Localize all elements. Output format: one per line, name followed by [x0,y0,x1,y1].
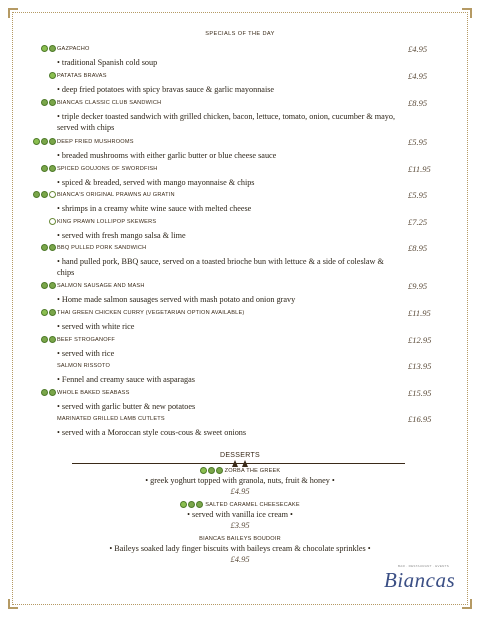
allergen-icons [180,501,203,508]
specials-heading: SPECIALS OF THE DAY [205,31,275,37]
item-price: £4.95 [408,71,428,81]
item-description: • served with rice [57,349,115,358]
item-description: • traditional Spanish cold soup [57,58,158,67]
allergen-icons [41,389,56,398]
vegan-icon [41,45,48,52]
item-price: £12.95 [408,335,432,345]
vegan-icon [33,138,40,145]
dessert-price: £3.95 [230,520,250,530]
frame-corner [462,8,472,18]
dessert-item [40,500,440,531]
menu-item [20,243,460,277]
dessert-name: BIANCAS BAILEYS BOUDOIR [199,535,281,542]
item-name: BIANCAS CLASSIC CLUB SANDWICH [57,100,162,106]
menu-item [20,281,460,304]
vegetarian-icon [41,309,48,316]
dessert-price: £4.95 [230,554,250,564]
gluten-icon [49,99,56,106]
item-description: • breaded mushrooms with either garlic butter or blue cheese sauce [57,151,277,160]
milk-icon [216,467,223,474]
dessert-item [40,534,440,565]
item-description: • Home made salmon sausages served with mash potato and onion gravy [57,295,296,304]
menu-item [20,388,460,411]
menu-item [20,361,460,384]
milk-icon [33,191,40,198]
crustacean-icon [49,218,56,225]
allergen-icons [41,336,56,345]
dessert-description: • Baileys soaked lady finger biscuits with baileys cream & chocolate sprinkles • [109,544,371,553]
gluten-icon [49,244,56,251]
dessert-name: SALTED CARAMEL CHEESECAKE [205,501,300,508]
item-price: £15.95 [408,388,432,398]
item-name: MARINATED GRILLED LAMB CUTLETS [57,416,165,422]
item-name: GAZPACHO [57,46,90,52]
vegetarian-icon [200,467,207,474]
item-description: • hand pulled pork, BBQ sauce, served on a toasted brioche bun with lettuce & a side of coleslaw & chips [57,257,384,277]
menu-item [20,44,460,67]
crustacean-icon [49,191,56,198]
fish-icon [41,282,48,289]
item-price: £7.25 [408,217,428,227]
celery-icon [49,336,56,343]
dessert-description: • served with vanilla ice cream • [187,510,293,519]
item-description: • served with garlic butter & new potatoes [57,402,196,411]
item-price: £4.95 [408,44,428,54]
item-description: • triple decker toasted sandwich with grilled chicken, bacon, lettuce, tomato, onion, cucumber & mayo, served with chips [57,112,395,132]
frame-corner [462,599,472,609]
gluten-icon [196,501,203,508]
allergen-icons [33,191,56,200]
item-name: BBQ PULLED PORK SANDWICH [57,245,147,251]
logo-wordmark: Biancas [384,568,456,592]
item-name: BEEF STROGANOFF [57,337,116,343]
item-description: • served with white rice [57,322,135,331]
gluten-icon [49,138,56,145]
allergen-icons [41,282,56,291]
item-price: £8.95 [408,98,428,108]
item-description: • served with a Moroccan style cous-cous & sweet onions [57,428,247,437]
egg-icon [41,244,48,251]
item-description: • deep fried potatoes with spicy bravas sauce & garlic mayonnaise [57,85,275,94]
item-name: PATATAS BRAVAS [57,73,107,79]
allergen-icons [49,72,56,81]
mustard-icon [41,99,48,106]
dessert-price: £4.95 [230,486,250,496]
dessert-name: ZORBA THE GREEK [224,467,281,474]
fish-icon [49,389,56,396]
menu-item [20,335,460,358]
allergen-icons [41,45,56,54]
egg-icon [188,501,195,508]
biancas-logo [374,562,464,598]
item-name: SPICED GOUJONS OF SWORDFISH [57,166,158,172]
item-price: £11.95 [408,308,431,318]
vegan-icon [49,72,56,79]
menu-item [20,137,460,160]
item-name: KING PRAWN LOLLIPOP SKEWERS [57,219,157,225]
item-description: • spiced & breaded, served with mango mayonnaise & chips [57,178,255,187]
vegetarian-icon [180,501,187,508]
item-price: £8.95 [408,243,428,253]
peanut-icon [49,309,56,316]
item-price: £16.95 [408,414,432,424]
v-icon [49,45,56,52]
gluten-icon [49,165,56,172]
menu-item [20,190,460,213]
item-description: • served with fresh mango salsa & lime [57,231,186,240]
item-name: DEEP FRIED MUSHROOMS [57,139,134,145]
allergen-icons [41,165,56,174]
allergen-icons [41,99,56,108]
item-description: • Fennel and creamy sauce with asparagas [57,375,195,384]
frame-corner [8,8,18,18]
menu-item [20,217,460,240]
item-price: £5.95 [408,190,428,200]
dessert-description: • greek yoghurt topped with granola, nuts, fruit & honey • [145,476,335,485]
item-price: £11.95 [408,164,431,174]
frame-corner [8,599,18,609]
item-price: £9.95 [408,281,428,291]
item-name: SALMON RISSOTO [57,363,111,369]
menu-item [20,308,460,331]
item-description: • shrimps in a creamy white wine sauce with melted cheese [57,204,252,213]
item-name: WHOLE BAKED SEABASS [57,390,130,396]
item-price: £5.95 [408,137,428,147]
logo-tagline: BAR · RESTAURANT · EVENTS [398,564,450,568]
fish-icon [41,165,48,172]
allergen-icons [41,309,56,318]
allergen-icons [49,218,56,227]
menu-item [20,98,460,132]
item-name: SALMON SAUSAGE AND MASH [57,283,145,289]
nut-icon [208,467,215,474]
allergen-icons [33,138,56,147]
celery-icon [49,282,56,289]
allergen-icons [41,244,56,253]
item-name: BIANCA'S ORIGINAL PRAWNS AU GRATIN [57,192,175,198]
menu-item [20,71,460,94]
gluten-icon [41,191,48,198]
dessert-item [40,466,440,497]
item-price: £13.95 [408,361,432,371]
milk-icon [41,389,48,396]
menu-item [20,164,460,187]
item-name: THAI GREEN CHICKEN CURRY (VEGETARIAN OPTION AVAILABLE) [57,310,245,316]
menu-item [20,414,460,437]
milk-icon [41,336,48,343]
egg-icon [41,138,48,145]
allergen-icons [200,467,223,474]
desserts-heading: DESSERTS [219,452,260,459]
